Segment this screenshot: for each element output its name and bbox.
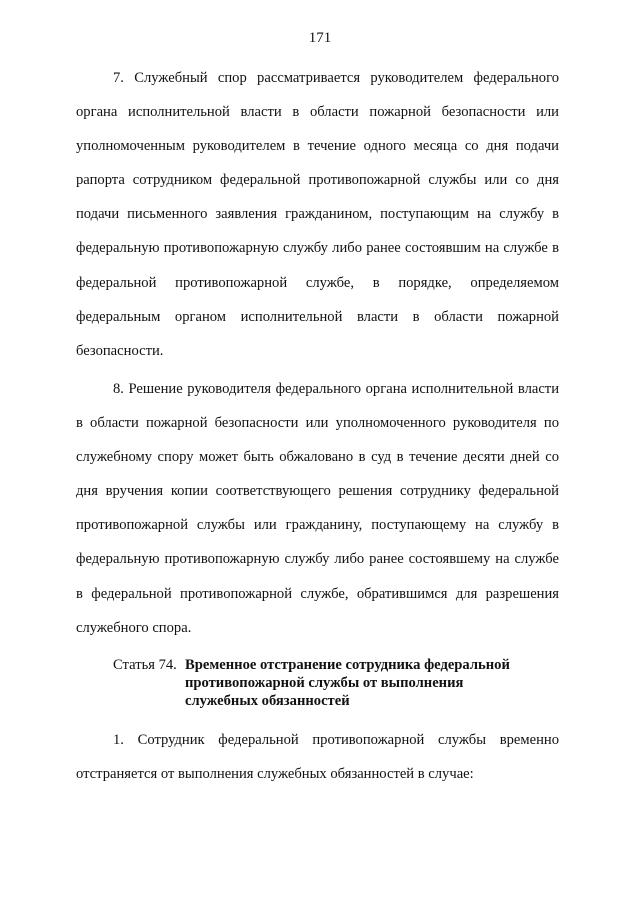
article-title: Временное отстранение сотрудника федеральной противопожарной службы от выполнения служебных обязанностей: [185, 657, 510, 709]
article-label: Статья 74.: [113, 657, 177, 673]
paragraph-7: 7. Служебный спор рассматривается руководителем федерального органа исполнительной власти в области пожарной безопасности или уполномоченным руководителем в течение одного месяца со дня подачи рапорта сотрудником федеральной противопожарной службы или со дня подачи письменного заявления гражданином, поступающим на службу в федеральную противопожарную службу либо ранее состоявшим на службе в федеральной противопожарной службе, в порядке, определяемом федеральным органом исполнительной власти в области пожарной безопасности.: [76, 70, 559, 359]
paragraph-1: 1. Сотрудник федеральной противопожарной службы временно отстраняется от выполнения служебных обязанностей в случае:: [76, 732, 559, 783]
page-number: 171: [308, 30, 332, 46]
paragraph-8: 8. Решение руководителя федерального органа исполнительной власти в области пожарной безопасности или уполномоченного руководителя по служебному спору может быть обжаловано в суд в течение десяти дней со дня вручения копии соответствующего решения сотруднику федеральной противопожарной службы или гражданину, поступающему на службу в федеральную противопожарную службу либо ранее состоявшему на службе в федеральной противопожарной службе, обратившимся для разрешения служебного спора.: [76, 381, 559, 636]
